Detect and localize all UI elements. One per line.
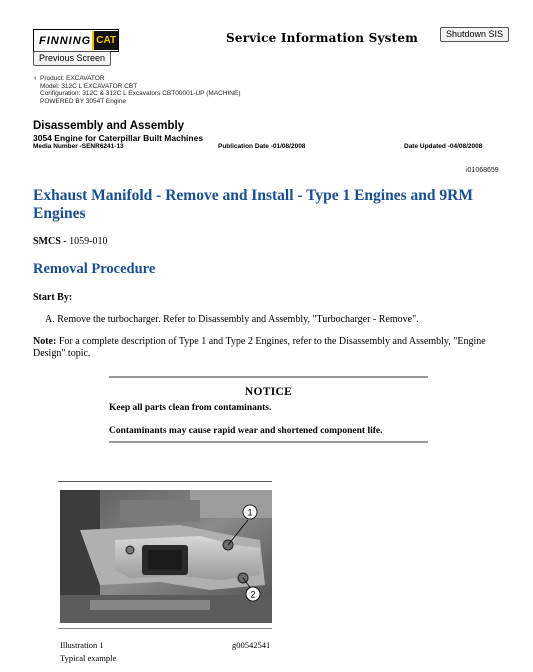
figure-top-rule (58, 481, 272, 482)
date-updated: Date Updated -04/08/2008 (404, 143, 483, 150)
notice-bottom-rule (109, 441, 428, 443)
figure-id: g00542541 (232, 640, 271, 650)
smcs-label: SMCS - (33, 236, 67, 247)
callout-2-label: 2 (250, 589, 256, 600)
notice-line-2: Contaminants may cause rapid wear and shortened component life. (109, 426, 383, 436)
step-a: A. Remove the turbocharger. Refer to Disassembly and Assembly, "Turbocharger - Remove". (45, 314, 419, 325)
figure-caption-sub: Typical example (60, 653, 117, 663)
note-label: Note: (33, 336, 57, 347)
cat-logo-icon: CAT (92, 31, 118, 50)
page-title: Exhaust Manifold - Remove and Install - Type 1 Engines and 9RM Engines (33, 187, 473, 222)
media-number: Media Number -SENR6241-13 (33, 143, 124, 150)
product-info (34, 75, 241, 105)
figure-bottom-rule (58, 628, 272, 629)
product-line: Product: EXCAVATOR (40, 75, 105, 82)
smcs-code (33, 236, 107, 247)
engine-illustration (60, 490, 272, 623)
note-text: For a complete description of Type 1 and Type 2 Engines, refer to the Disassembly and Assembly, "Engine Design" topic. (33, 336, 486, 359)
publication-date: Publication Date -01/08/2008 (218, 143, 306, 150)
finning-cat-logo (33, 29, 119, 52)
system-title: Service Information System (226, 31, 419, 45)
notice-top-rule (109, 376, 428, 378)
previous-screen-button[interactable]: Previous Screen (33, 51, 111, 66)
start-by-label: Start By: (33, 292, 73, 303)
notice-title: NOTICE (244, 386, 293, 398)
section-title: Removal Procedure (33, 261, 156, 277)
powered-by-line: POWERED BY 3054T Engine (40, 97, 127, 105)
logo-wordmark: FINNING (39, 34, 92, 47)
smcs-value: 1059-010 (66, 236, 108, 247)
note-paragraph (33, 336, 503, 360)
collapse-chevron-icon[interactable]: ‹ (34, 75, 37, 82)
model-line: Model: 312C L EXCAVATOR CBT (40, 82, 138, 90)
callout-1-label: 1 (247, 507, 253, 518)
exhaust-manifold-photo (60, 490, 272, 623)
document-id: i01068659 (466, 167, 499, 174)
figure-caption: Illustration 1 (60, 640, 104, 650)
document-subtitle: 3054 Engine for Caterpillar Built Machines (33, 133, 204, 143)
document-title: Disassembly and Assembly (33, 120, 185, 132)
shutdown-sis-button[interactable]: Shutdown SIS (440, 27, 509, 42)
notice-line-1: Keep all parts clean from contaminants. (109, 403, 272, 413)
configuration-line: Configuration: 312C & 312C L Excavators CBT00001-UP (MACHINE) (40, 90, 241, 98)
